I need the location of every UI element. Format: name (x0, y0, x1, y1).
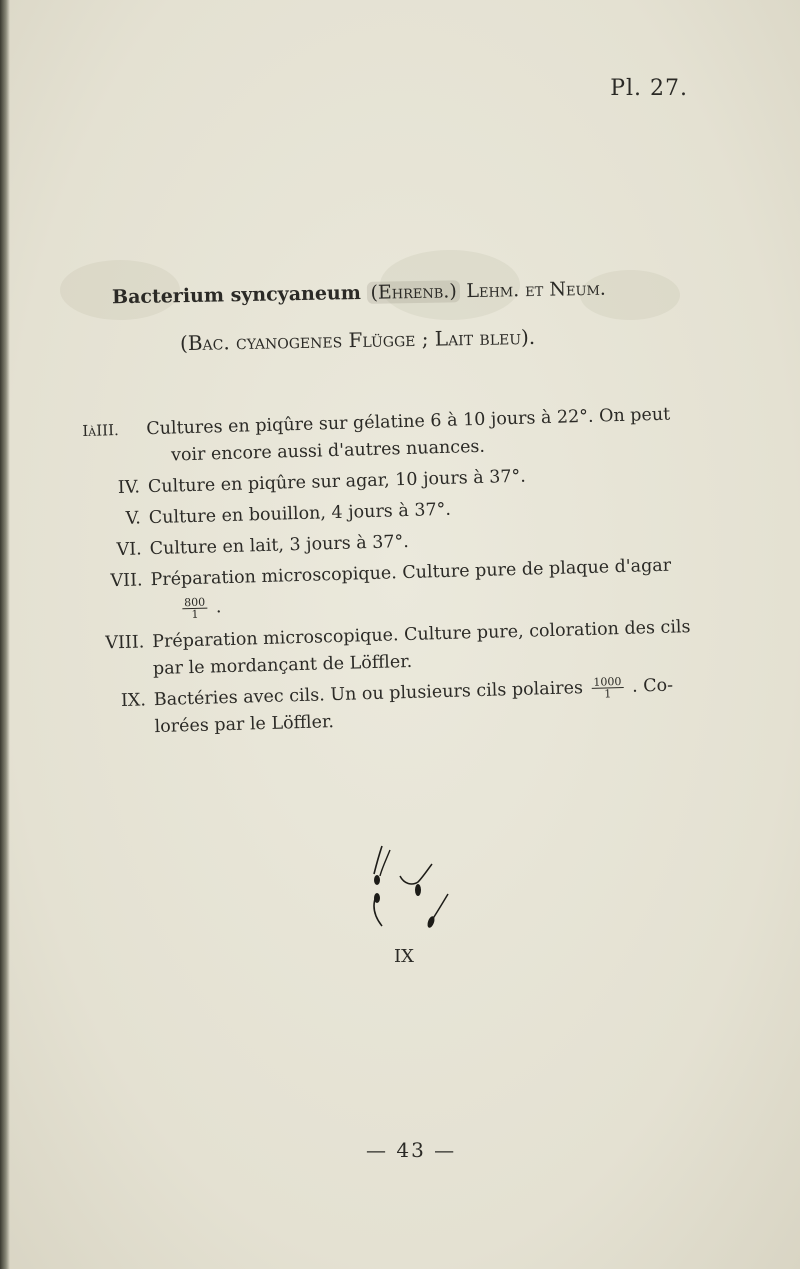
legend-number: IV. (117, 477, 141, 499)
legend-text: Préparation microscopique. Culture pure de plaque d'agar (150, 555, 672, 591)
legend-text-continued: lorées par le Löffler. (154, 712, 335, 738)
magnification-fraction (591, 676, 624, 700)
legend-text-continued: voir encore aussi d'autres nuances. (170, 436, 486, 466)
legend-number: IàIII. (82, 420, 120, 440)
page-number: — 43 — (366, 1138, 457, 1162)
bacteria-illustration (360, 840, 460, 940)
magnification-numerator: 800 (184, 595, 206, 610)
book-spine-shadow (0, 0, 10, 1269)
legend-number: VII. (110, 570, 143, 592)
authority-current: Lehm. et Neum. (466, 277, 607, 303)
flagellum (374, 846, 382, 874)
legend-number: VIII. (105, 632, 145, 654)
authority-original: (Ehrenb.) (367, 280, 460, 304)
flagellum (380, 850, 390, 876)
plate-legend (82, 400, 731, 747)
magnification-numerator: 1000 (593, 675, 622, 689)
page-subtitle: (Bac. cyanogenes Flügge ; Lait bleu). (179, 324, 536, 356)
figure-label: IX (394, 946, 414, 967)
magnification-denominator: 1 (604, 687, 612, 701)
magnification-denominator: 1 (191, 607, 199, 622)
bacterium-cell (374, 893, 380, 903)
legend-text: Culture en piqûre sur agar, 10 jours à 37°. (147, 466, 527, 498)
legend-number: VI. (116, 539, 142, 561)
legend-text: Culture en bouillon, 4 jours à 37°. (148, 499, 452, 529)
page-title (112, 278, 606, 309)
legend-text: Préparation microscopique. Culture pure, coloration des cils (152, 617, 691, 653)
legend-text-continued: par le mordançant de Löffler. (152, 651, 413, 680)
flagellum (400, 864, 432, 884)
legend-text-tail: . Co- (631, 675, 674, 697)
legend-number: V. (125, 508, 142, 529)
bacterium-cell (374, 875, 380, 885)
magnification-fraction (182, 597, 208, 621)
species-name: Bacterium syncyaneum (111, 281, 362, 309)
magnification-vii: $\frac{800}{1}$ . (184, 595, 222, 622)
legend-number: IX. (120, 690, 147, 712)
bacterium-cell (415, 884, 421, 896)
flagellum (432, 894, 448, 920)
legend-text: Bactéries avec cils. Un ou plusieurs cils polaires (153, 678, 584, 711)
legend-text: Culture en lait, 3 jours à 37°. (149, 531, 410, 560)
legend-text: Cultures en piqûre sur gélatine 6 à 10 jours à 22°. On peut (146, 404, 671, 440)
plate-label: Pl. 27. (610, 76, 688, 101)
